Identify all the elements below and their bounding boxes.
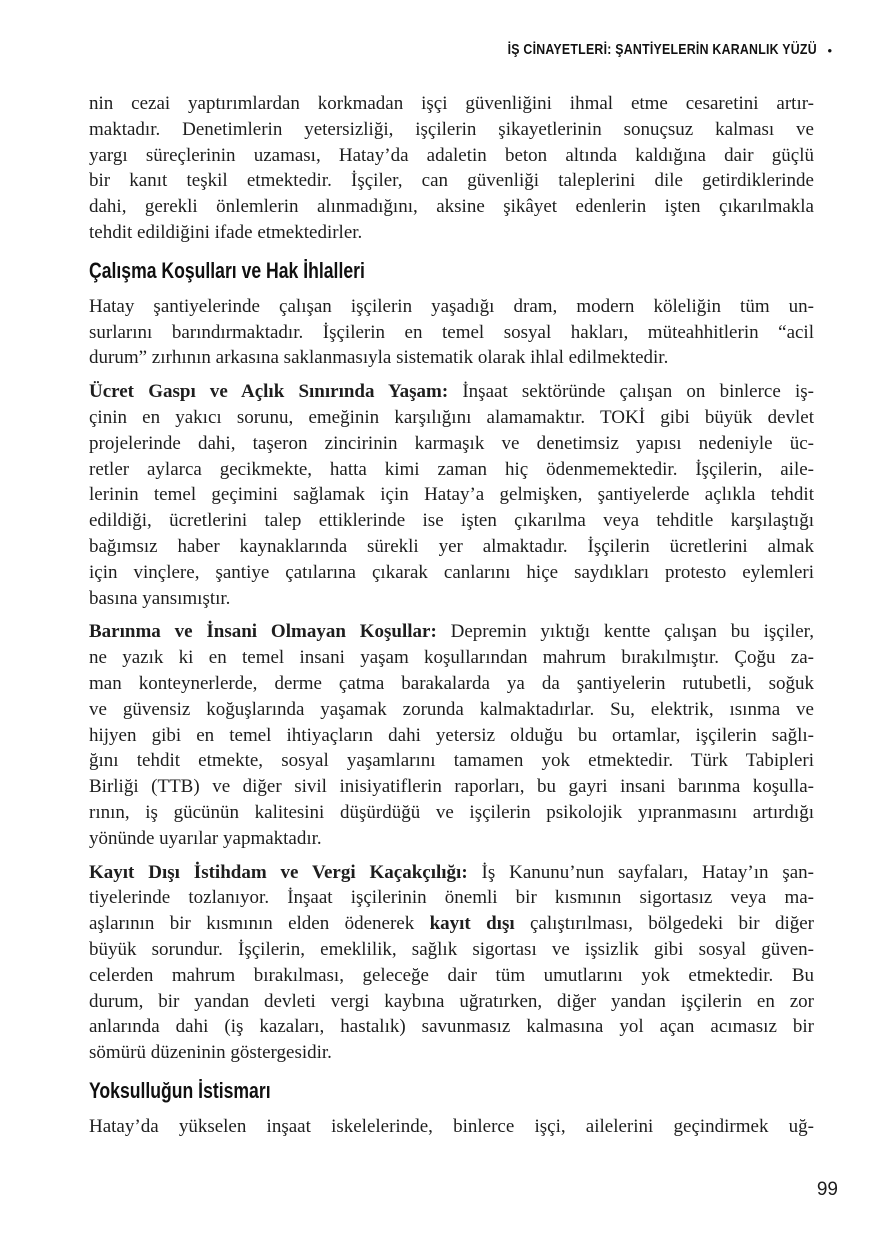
text-line: man konteynerlerde, derme çatma barakalarda ya da şantiyelerin rutubetli, soğuk [89, 672, 814, 694]
text-span: İnşaat sektöründe çalışan on binlerce iş- [448, 381, 814, 403]
paragraph-barinma [89, 619, 814, 851]
text-line: çinin en yakıcı sorunu, emeğinin karşılığını alamamaktır. TOKİ gibi büyük devlet [89, 406, 814, 428]
page-content [89, 91, 814, 1148]
paragraph-continuation [89, 91, 814, 246]
run-in-heading: Ücret Gaspı ve Açlık Sınırında Yaşam: [89, 381, 449, 403]
text-line: maktadır. Denetimlerin yetersizliği, işçilerin şikayetlerinin sonuçsuz kalması ve [89, 118, 814, 140]
text-line: ğını tehdit etmekte, sosyal yaşamlarını tamamen yok etmektedir. Türk Tabipleri [89, 750, 814, 772]
text-line: celerden mahrum bırakılması, geleceğe dair tüm umutlarını yok etmektedir. Bu [89, 964, 814, 986]
text-line: nin cezai yaptırımlardan korkmadan işçi güvenliğini ihmal etme cesaretini artır- [89, 93, 814, 114]
text-line: bir kanıt teşkil etmektedir. İşçiler, can güvenliği taleplerini dile getirdiklerinde [89, 170, 814, 192]
text-line [89, 619, 814, 645]
run-in-heading: Barınma ve İnsani Olmayan Koşullar: [89, 621, 437, 643]
text-line: tiyelerinde tozlanıyor. İnşaat işçilerinin önemli bir kısmının sigortasız veya ma- [89, 887, 814, 909]
text-span: aşlarının bir kısmının elden ödenerek [89, 913, 430, 935]
text-line: ne yazık ki en temel insani yaşam koşullarından mahrum bırakılmıştır. Çoğu za- [89, 647, 814, 669]
text-line [89, 911, 814, 937]
section-heading-text: Yoksulluğun İstismarı [89, 1077, 271, 1103]
text-line: yargı süreçlerinin uzaması, Hatay’da adaletin beton altında kaldığına dair güçlü [89, 144, 814, 166]
text-line: anlarında dahi (iş kazaları, hastalık) savunmasız kalmasına yol açan acımasız bir [89, 1016, 814, 1038]
text-line: ve güvensiz koğuşlarında yaşamak zorunda kalmaktadırlar. Su, elektrik, ısınma ve [89, 698, 814, 720]
page-number: 99 [816, 1179, 838, 1200]
text-line: lerinin temel geçimini sağlamak için Hatay’a gelmişken, şantiyelerde açlıkla tehdit [89, 484, 814, 506]
text-line [89, 379, 814, 405]
section-heading-yoksullugun-istismari [89, 1074, 814, 1104]
text-line: edildiği, ücretlerini talep ettiklerinde ise işten çıkarılma veya tehditle karşılaştığı [89, 510, 814, 532]
text-line: retler aylarca gecikmekte, hatta kimi zaman hiç ödenmemektedir. İşçilerin, aile- [89, 458, 814, 480]
paragraph [89, 294, 814, 371]
text-line [89, 860, 814, 886]
text-line: Hatay’da yükselen inşaat iskelelerinde, binlerce işçi, ailelerini geçindirmek uğ- [89, 1115, 814, 1137]
text-line: sömürü düzeninin göstergesidir. [89, 1042, 332, 1064]
text-line: hijyen gibi en temel ihtiyaçların dahi yetersiz olduğu bu ortamlar, işçilerin sağlı- [89, 724, 814, 746]
text-line: dahi, gerekli önlemlerin alınmadığını, aksine şikâyet edenlerin işten çıkarılmakla [89, 196, 814, 218]
text-line: surlarını barındırmaktadır. İşçilerin en temel sosyal hakları, müteahhitlerin “acil [89, 321, 814, 343]
paragraph [89, 1114, 814, 1140]
text-line: rının, iş gücünün kalitesini düşürdüğü ve işçilerin psikolojik yıpranmasını artırdığı [89, 801, 814, 823]
text-line: durum, bir yandan devleti vergi kaybına uğratırken, diğer yandan işçilerin en zor [89, 990, 814, 1012]
bullet-icon: • [827, 42, 832, 58]
section-heading-calisma-kosullari [89, 254, 814, 284]
text-line: bağımsız haber kaynaklarında sürekli yer almaktadır. İşçilerin ücretlerini almak [89, 535, 814, 557]
text-line: için vinçlere, şantiye çatılarına çıkarak canlarını hiçe saydıkları protesto eylemleri [89, 561, 814, 583]
text-line: durum” zırhının arkasına saklanmasıyla sistematik olarak ihlal edilmektedir. [89, 347, 669, 369]
paragraph-kayit-disi [89, 860, 814, 1066]
paragraph-ucret-gaspi [89, 379, 814, 611]
text-line: Birliği (TTB) ve diğer sivil inisiyatiflerin raporları, bu gayri insani barınma koşulla- [89, 776, 814, 798]
text-span: Depremin yıktığı kentte çalışan bu işçiler, [436, 621, 814, 643]
text-line: projelerinde dahi, taşeron zincirinin karmaşık ve denetimsiz yapısı nedeniyle üc- [89, 432, 814, 454]
emphasis-text: kayıt dışı [429, 913, 515, 935]
section-heading-text: Çalışma Koşulları ve Hak İhlalleri [89, 257, 365, 283]
running-header [89, 42, 832, 58]
text-line: Hatay şantiyelerinde çalışan işçilerin yaşadığı dram, modern köleliğin tüm un- [89, 295, 814, 317]
text-line: yönünde uyarılar yapmaktadır. [89, 827, 322, 849]
text-line: tehdit edildiğini ifade etmektedirler. [89, 221, 363, 243]
text-line: basına yansımıştır. [89, 587, 231, 609]
text-span: İş Kanunu’nun sayfaları, Hatay’ın şan- [467, 861, 814, 883]
running-header-title: İŞ CİNAYETLERİ: ŞANTİYELERİN KARANLIK YÜZÜ [507, 42, 817, 58]
run-in-heading: Kayıt Dışı İstihdam ve Vergi Kaçakçılığı: [89, 861, 468, 883]
text-line: büyük sorundur. İşçilerin, emeklilik, sağlık sigortası ve işsizlik gibi sosyal güven- [89, 938, 814, 960]
text-span: çalıştırılması, bölgedeki bir diğer [514, 913, 814, 935]
